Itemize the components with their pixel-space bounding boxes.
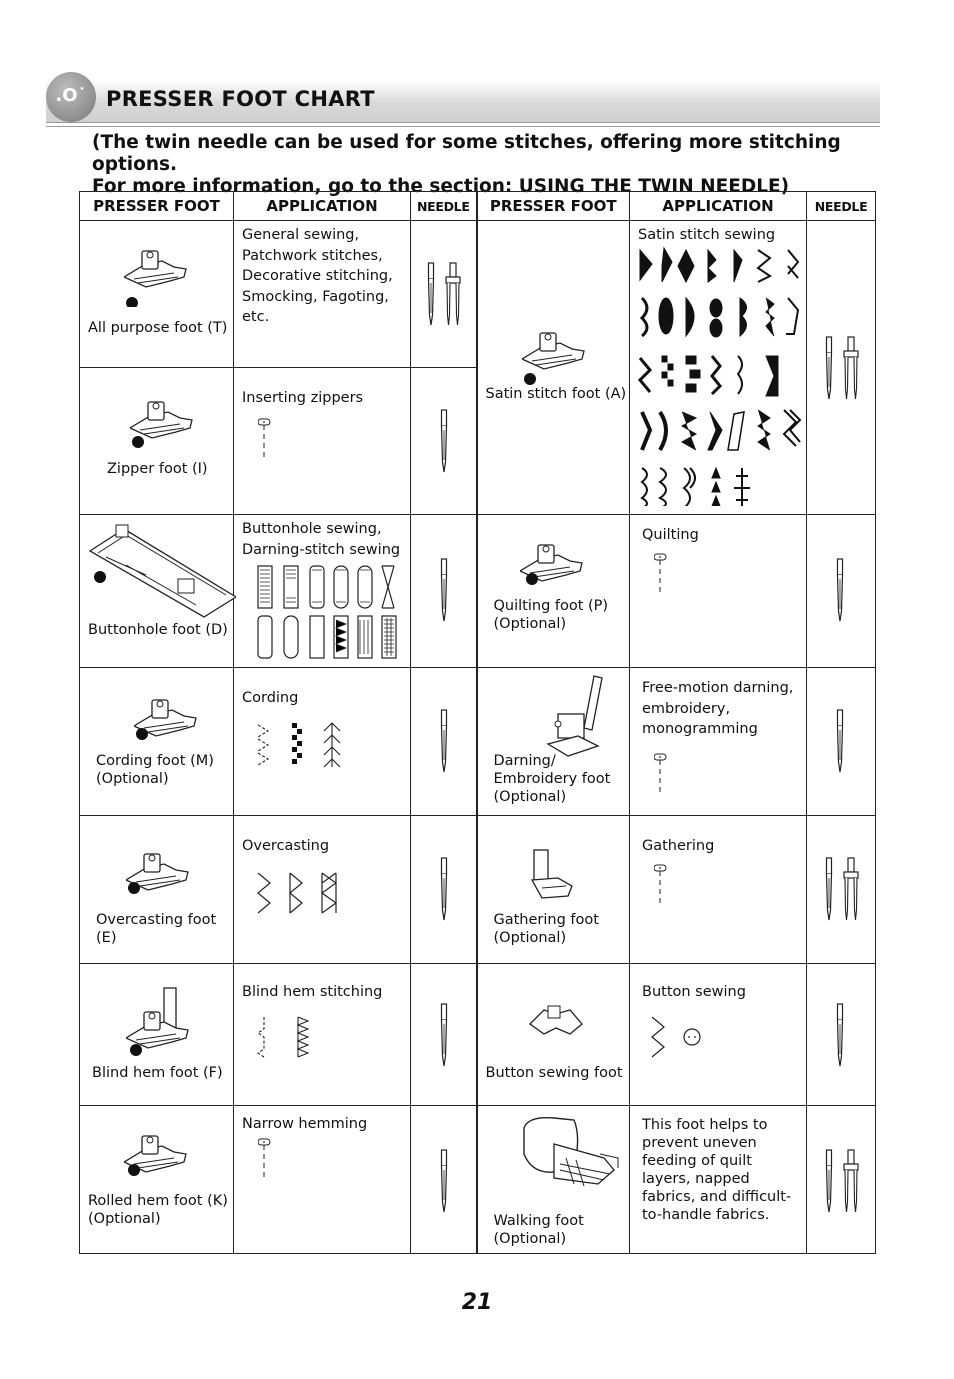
- straight-stitch-icon: [654, 863, 694, 913]
- foot-cell-gathering: [477, 816, 630, 964]
- application-cell: Overcasting: [234, 816, 411, 964]
- single-needle-icon: [411, 1106, 477, 1253]
- blind-hem-stitch-icon: [254, 1015, 334, 1065]
- needle-cell: [411, 816, 477, 964]
- gathering-foot-icon: [528, 848, 578, 904]
- twin-needle-icon: [411, 221, 477, 367]
- needle-cell: [411, 964, 477, 1106]
- table-row: [80, 964, 876, 1106]
- quilting-foot-icon: [520, 541, 590, 591]
- note-line-2: For more information, go to the section: USING THE TWIN NEEDLE): [92, 176, 790, 197]
- foot-cell-darning: [477, 668, 630, 816]
- needle-cell: [807, 1106, 876, 1254]
- application-cell: Narrow hemming: [234, 1106, 411, 1254]
- foot-cell-zipper: [80, 368, 234, 515]
- col-header-application-right: APPLICATION: [630, 192, 807, 221]
- application-cell: Blind hem stitching: [234, 964, 411, 1106]
- foot-cell-walking: [477, 1106, 630, 1254]
- foot-cell-all-purpose: [80, 221, 234, 368]
- needle-cell: [807, 668, 876, 816]
- rolled-hem-foot-icon: [124, 1132, 204, 1182]
- col-header-needle: NEEDLE: [411, 192, 477, 221]
- foot-cell-overcasting: [80, 816, 234, 964]
- presser-foot-table: [79, 191, 876, 1254]
- application-cell: Inserting zippers: [234, 368, 411, 515]
- foot-label: Gathering foot (Optional): [493, 912, 599, 946]
- twin-needle-note: [92, 132, 892, 198]
- table-header-row: [80, 192, 876, 221]
- satin-stitch-foot-icon: [522, 329, 592, 389]
- single-needle-icon: [411, 964, 477, 1105]
- application-cell: Cording: [234, 668, 411, 816]
- button-stitch-icon: [650, 1015, 730, 1065]
- all-purpose-foot-icon: [124, 247, 194, 307]
- table-row: [80, 816, 876, 964]
- application-cell: Quilting: [630, 515, 807, 668]
- overcasting-stitch-icon: [256, 871, 366, 919]
- col-header-presser-foot-right: PRESSER FOOT: [477, 192, 630, 221]
- single-needle-icon: [807, 668, 876, 815]
- needle-cell: [807, 515, 876, 668]
- straight-stitch-icon: [258, 1137, 298, 1187]
- needle-cell: [807, 816, 876, 964]
- buttonhole-foot-icon: [86, 521, 236, 621]
- needle-cell: [807, 964, 876, 1106]
- foot-label: Overcasting foot (E): [96, 912, 217, 946]
- needle-cell: [411, 221, 477, 368]
- foot-cell-button-sewing: [477, 964, 630, 1106]
- table-row: [80, 1106, 876, 1254]
- table-row: [80, 668, 876, 816]
- page-number: 21: [461, 1290, 493, 1315]
- application-cell: Free-motion darning, embroidery, monogramming: [630, 668, 807, 816]
- application-cell: Buttonhole sewing, Darning-stitch sewing: [234, 515, 411, 668]
- section-logo-icon: .O˙: [46, 72, 96, 122]
- foot-cell-cording: [80, 668, 234, 816]
- foot-label: Zipper foot (I): [107, 461, 208, 477]
- twin-needle-icon: [807, 221, 876, 514]
- single-needle-icon: [411, 816, 477, 963]
- foot-cell-rolled-hem: [80, 1106, 234, 1254]
- twin-needle-icon: [807, 816, 876, 963]
- col-header-application: APPLICATION: [234, 192, 411, 221]
- page-title: PRESSER FOOT CHART: [106, 87, 375, 111]
- cording-stitch-icon: [254, 721, 354, 771]
- single-needle-icon: [411, 515, 477, 667]
- foot-label: Satin stitch foot (A): [485, 386, 627, 402]
- straight-stitch-icon: [654, 552, 694, 602]
- col-header-presser-foot: PRESSER FOOT: [80, 192, 234, 221]
- cording-foot-icon: [134, 696, 204, 746]
- needle-cell: [411, 368, 477, 515]
- application-cell: This foot helps to prevent uneven feeding of quilt layers, napped fabrics, and difficult-to-handle fabrics.: [630, 1106, 807, 1254]
- needle-cell: [411, 668, 477, 816]
- button-sewing-foot-icon: [526, 1004, 586, 1044]
- col-header-needle-right: NEEDLE: [807, 192, 876, 221]
- satin-stitch-patterns-icon: [638, 246, 808, 506]
- needle-cell: [807, 221, 876, 515]
- application-cell: Button sewing: [630, 964, 807, 1106]
- straight-stitch-icon: [654, 752, 694, 802]
- foot-label: Button sewing foot: [485, 1065, 623, 1081]
- single-needle-icon: [411, 368, 477, 514]
- foot-label: Buttonhole foot (D): [88, 622, 228, 638]
- application-cell: Satin stitch sewing: [630, 221, 807, 515]
- twin-needle-icon: [807, 1106, 876, 1253]
- single-needle-icon: [807, 515, 876, 667]
- buttonhole-patterns-icon: [254, 564, 424, 664]
- foot-cell-quilting: [477, 515, 630, 668]
- foot-label: Cording foot (M) (Optional): [96, 753, 214, 787]
- single-needle-icon: [807, 964, 876, 1105]
- overcasting-foot-icon: [126, 850, 196, 900]
- straight-stitch-icon: [258, 417, 298, 467]
- foot-label: All purpose foot (T): [88, 320, 228, 336]
- foot-label: Blind hem foot (F): [92, 1065, 223, 1081]
- foot-label: Walking foot (Optional): [493, 1213, 584, 1247]
- table-row: [80, 515, 876, 668]
- application-cell: General sewing, Patchwork stitches, Decorative stitching, Smocking, Fagoting, etc.: [234, 221, 411, 368]
- application-cell: Gathering: [630, 816, 807, 964]
- foot-label: Quilting foot (P) (Optional): [493, 598, 609, 632]
- foot-cell-satin-stitch: [477, 221, 630, 515]
- walking-foot-icon: [514, 1114, 624, 1214]
- table-row: [80, 221, 876, 368]
- foot-label: Rolled hem foot (K) (Optional): [88, 1193, 228, 1227]
- blind-hem-foot-icon: [126, 984, 196, 1056]
- foot-label: Darning/ Embroidery foot (Optional): [493, 753, 611, 805]
- darning-foot-icon: [538, 674, 608, 764]
- foot-cell-buttonhole: [80, 515, 234, 668]
- foot-cell-blind-hem: [80, 964, 234, 1106]
- needle-cell: [411, 1106, 477, 1254]
- single-needle-icon: [411, 668, 477, 815]
- needle-cell: [411, 515, 477, 668]
- zipper-foot-icon: [130, 398, 200, 458]
- note-line-1: (The twin needle can be used for some stitches, offering more stitching options.: [92, 132, 841, 175]
